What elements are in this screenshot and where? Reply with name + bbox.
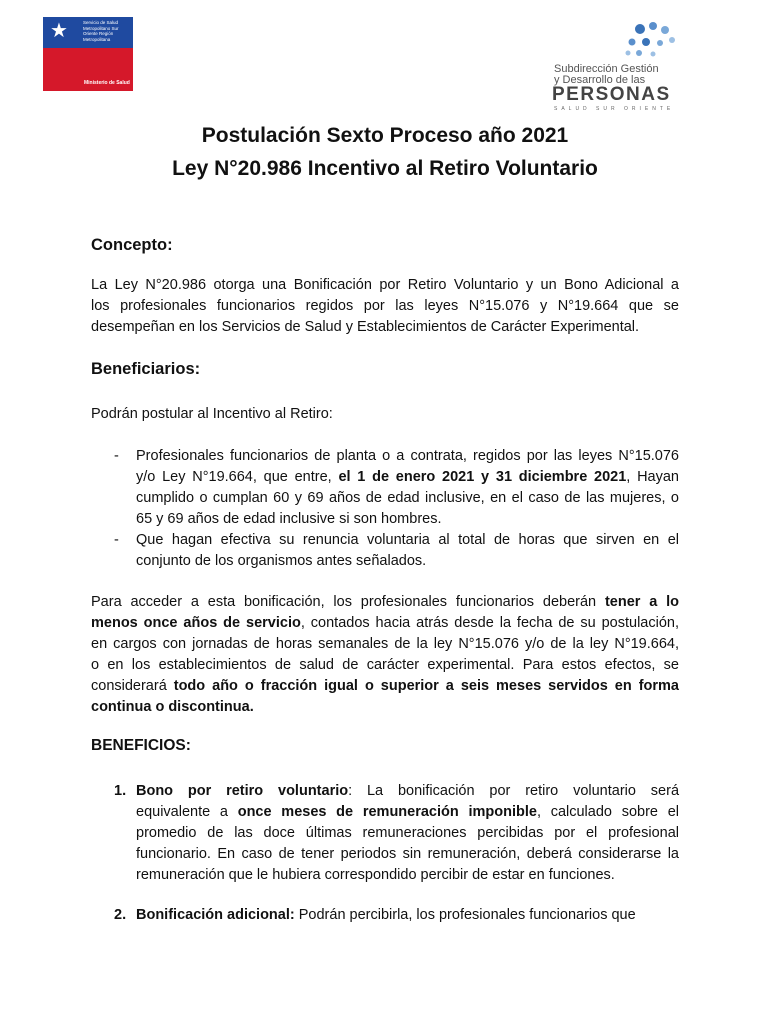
item-text: equivalente a bbox=[136, 804, 238, 820]
item-line bbox=[136, 905, 679, 926]
concepto-line: los profesionales funcionarios regidos por las leyes N°15.076 y N°19.664 que se bbox=[91, 298, 679, 314]
acceso-line: o en los establecimientos de salud de carácter experimental. Para estos efectos, se bbox=[91, 657, 679, 673]
item-bold: Bonificación adicional: bbox=[136, 907, 295, 923]
list-number-2: 2. bbox=[114, 907, 127, 923]
acceso-text: , contados hacia atrás desde la fecha de su postulación, bbox=[300, 615, 679, 631]
ministry-logo-footer: Ministerio de Salud bbox=[84, 80, 130, 86]
bullet-line bbox=[136, 467, 679, 488]
bullet-marker: - bbox=[114, 532, 119, 548]
item-text: , calculado sobre el bbox=[536, 804, 679, 820]
ministry-logo bbox=[43, 17, 133, 91]
beneficiarios-bullet-2 bbox=[136, 530, 679, 572]
concepto-line: desempeñan en los Servicios de Salud y Establecimientos de Carácter Experimental. bbox=[91, 319, 640, 335]
item-text: : La bonificación por retiro voluntario será bbox=[348, 783, 680, 799]
beneficios-heading: BENEFICIOS: bbox=[91, 737, 191, 754]
item-line: promedio de las doce últimas remuneraciones percibidas por el profesional bbox=[136, 825, 679, 841]
acceso-bold: tener a lo bbox=[604, 594, 680, 610]
list-number-1: 1. bbox=[114, 783, 127, 799]
sub-logo-line3: PERSONAS bbox=[552, 84, 671, 105]
sub-logo-line4: SALUD SUR ORIENTE bbox=[554, 106, 675, 112]
beneficiarios-intro: Podrán postular al Incentivo al Retiro: bbox=[91, 406, 333, 422]
acceso-bold: menos once años de servicio bbox=[91, 615, 301, 631]
acceso-text: Para acceder a esta bonificación, los profesionales funcionarios deberán bbox=[91, 594, 605, 610]
acceso-line bbox=[91, 613, 679, 634]
acceso-line bbox=[91, 676, 679, 697]
beneficiarios-heading: Beneficiarios: bbox=[91, 360, 201, 378]
acceso-line bbox=[91, 697, 679, 718]
acceso-paragraph bbox=[91, 592, 679, 718]
acceso-line bbox=[91, 592, 679, 613]
sub-logo-line2: y Desarrollo de las bbox=[554, 74, 646, 86]
item-line bbox=[136, 802, 679, 823]
concepto-paragraph bbox=[91, 275, 679, 338]
star-icon: ★ bbox=[50, 20, 68, 42]
bullet-line: cumplido o cumplan 60 y 69 años de edad inclusive, en el caso de las mujeres, o bbox=[136, 490, 679, 506]
beneficios-item-2 bbox=[136, 905, 679, 926]
subdireccion-logo bbox=[550, 20, 680, 112]
beneficiarios-bullet-1 bbox=[136, 446, 679, 530]
document-title-line1: Postulación Sexto Proceso año 2021 bbox=[201, 124, 569, 147]
bullet-marker: - bbox=[114, 448, 119, 464]
item-bold: Bono por retiro voluntario bbox=[136, 783, 349, 799]
item-line: remuneración que le hubiera correspondido percibir de estar en funciones. bbox=[136, 867, 615, 883]
item-line: funcionario. En caso de tener periodos sin remuneración, deberá considerarse la bbox=[136, 846, 679, 862]
beneficios-item-1 bbox=[136, 781, 679, 886]
acceso-text: considerará bbox=[91, 678, 174, 694]
acceso-bold: todo año o fracción igual o superior a seis meses servidos en forma bbox=[173, 678, 679, 694]
bullet-text: y/o Ley N°19.664, que entre, bbox=[136, 469, 339, 485]
concepto-heading: Concepto: bbox=[91, 236, 173, 254]
bullet-line: conjunto de los organismos antes señalados. bbox=[136, 553, 427, 569]
sub-logo-line1: Subdirección Gestión bbox=[554, 63, 659, 75]
item-line bbox=[136, 781, 679, 802]
bullet-date-range: el 1 de enero 2021 y 31 diciembre 2021 bbox=[338, 469, 627, 485]
bullet-line: Profesionales funcionarios de planta o a contrata, regidos por las leyes N°15.076 bbox=[136, 448, 679, 464]
acceso-bold: continua o discontinua. bbox=[91, 699, 254, 715]
bullet-line: Que hagan efectiva su renuncia voluntaria al total de horas que sirven en el bbox=[136, 532, 679, 548]
bullet-text: , Hayan bbox=[626, 469, 679, 485]
concepto-line: La Ley N°20.986 otorga una Bonificación por Retiro Voluntario y un Bono Adicional a bbox=[91, 277, 679, 293]
item-bold: once meses de remuneración imponible bbox=[237, 804, 537, 820]
document-title-line2: Ley N°20.986 Incentivo al Retiro Voluntario bbox=[172, 157, 598, 180]
ministry-logo-text: Servicio de Salud Metropolitano Sur Oriente Región Metropolitana bbox=[83, 20, 119, 42]
item-text: Podrán percibirla, los profesionales funcionarios que bbox=[294, 907, 636, 923]
bullet-line: 65 y 69 años de edad inclusive si son hombres. bbox=[136, 511, 442, 527]
people-icon bbox=[620, 20, 680, 60]
acceso-line: en cargos con jornadas de horas semanales de la ley N°15.076 y/o de la ley N°19.664, bbox=[91, 636, 679, 652]
